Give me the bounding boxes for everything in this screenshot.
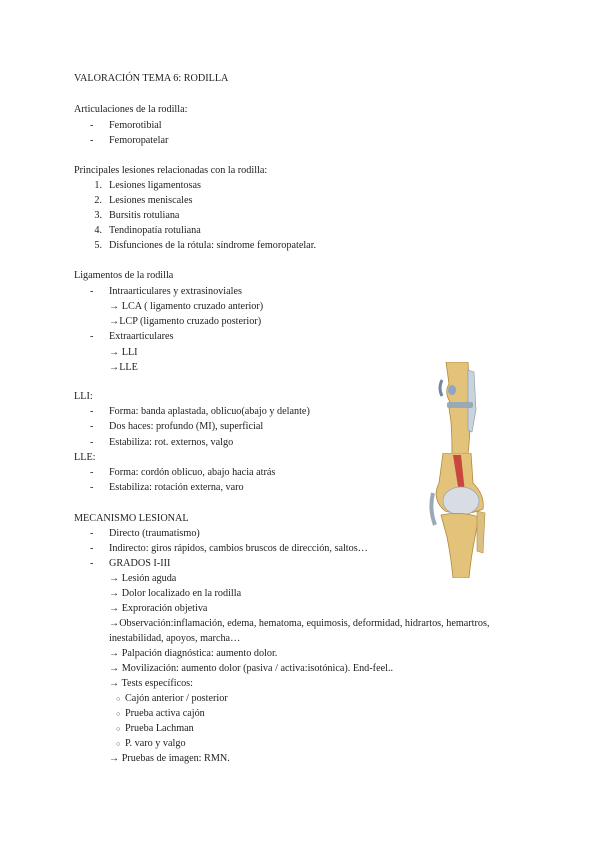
lli-item: → LLI: [109, 347, 138, 358]
grado-observacion: →Observación:inflamación, edema, hematoma, equimosis, deformidad, hidrartos, hemartros,: [109, 618, 490, 629]
grado-tests: → Tests específicos:: [109, 678, 193, 689]
tibia-shape: [441, 513, 479, 578]
grado-lesion: → Lesión aguda: [109, 573, 177, 584]
grado-dolor: → Dolor localizado en la rodilla: [109, 588, 242, 599]
joint-capsule-shape: [443, 487, 479, 515]
articulaciones-heading: Articulaciones de la rodilla:: [74, 104, 188, 115]
ligamentos-heading: Ligamentos de la rodilla: [74, 270, 174, 281]
document-title: VALORACIÓN TEMA 6: RODILLA: [74, 73, 229, 84]
meniscus-shape: [447, 402, 473, 408]
document-page: VALORACIÓN TEMA 6: RODILLA Articulaciones de la rodilla: - Femorotibial - Femoropatelar Principales lesiones relacionadas con la rodilla: 1. Lesiones ligamentosas 2. Lesiones meniscales 3. Bursitis rotuliana 4. Tendinopatía rotuliana 5. Disfunciones de la rótula: síndrome femoropatelar. Ligamentos de la rodilla - Intraarticulares y extrasinoviales → LCA ( ligamento cruzado anterior) →LCP (ligamento cruzado posterior) - Extraarticulares → LLI →LLE LLI: - Forma: banda aplastada, oblicuo(abajo y delante) - Dos haces: profundo (MI), superficial - Estabiliza: rot. externos, valgo LLE: - Forma: cordón oblicuo, abajo hacia atrás - Estabiliza: rotación externa, varo MECANISMO LESIONAL - Directo (traumatismo) - Indirecto: giros rápidos, cambios bruscos de dirección, saltos… - GRADOS I-III → Lesión aguda → Dolor localizado en la rodilla → Exproración objetiva →Observación:inflamación, edema, hematoma, equimosis, deformidad, hidrartos, hemartros, inestabilidad, apoyos, marcha… → Palpación diagnóstica: aumento dolor. → Movilización: aumento dolor (pasiva / activa:isotónica). End-feel.. → Tests específicos: ○ Cajón anterior / posterior ○ Prueba activa cajón ○ Prueba Lachman ○ P. varo y valgo → Pruebas de imagen: RMN.: [0, 0, 600, 848]
lca-item: → LCA ( ligamento cruzado anterior): [109, 301, 264, 312]
tendon-shape: [431, 493, 435, 525]
knee-lle-illustration: [425, 453, 493, 578]
mecanismo-heading: MECANISMO LESIONAL: [74, 513, 189, 524]
lesiones-heading: Principales lesiones relacionadas con la rodilla:: [74, 165, 268, 176]
lli-heading: LLI:: [74, 391, 93, 402]
grado-exploracion: → Exproración objetiva: [109, 603, 208, 614]
patellar-tendon-shape: [440, 380, 442, 396]
fibula-shape: [477, 511, 485, 553]
lle-heading: LLE:: [74, 452, 96, 463]
knee-lli-illustration: [432, 362, 492, 454]
bullet-icon: ○: [116, 740, 121, 748]
bursa-shape: [448, 385, 456, 395]
grado-palpacion: → Palpación diagnóstica: aumento dolor.: [109, 648, 278, 659]
grado-movilizacion: → Movilización: aumento dolor (pasiva / activa:isotónica). End-feel..: [109, 663, 394, 674]
lli-ligament-shape: [468, 370, 476, 432]
grado-observacion-cont: inestabilidad, apoyos, marcha…: [109, 633, 241, 644]
bullet-icon: ○: [116, 710, 121, 718]
bullet-icon: ○: [116, 725, 121, 733]
bullet-icon: ○: [116, 695, 121, 703]
lle-item: →LLE: [109, 362, 138, 373]
grado-imagen: → Pruebas de imagen: RMN.: [109, 753, 230, 764]
lcp-item: →LCP (ligamento cruzado posterior): [109, 316, 262, 327]
